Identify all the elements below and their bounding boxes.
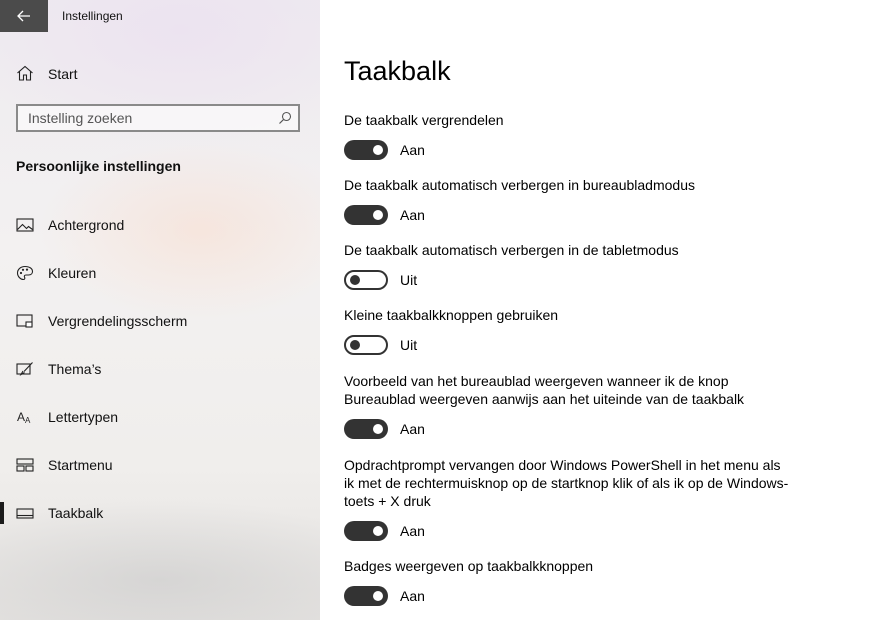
sidebar-item-startmenu[interactable] [0,445,320,485]
toggle-state-label: Aan [400,421,425,437]
toggle-state-label: Uit [400,337,418,353]
sidebar-item-achtergrond[interactable] [0,205,320,245]
setting-label: De taakbalk automatisch verbergen in bureaubladmodus [344,177,695,193]
sidebar-item-label: Start [48,66,78,82]
toggle-knob [373,210,383,220]
search-icon[interactable] [278,111,292,125]
toggle-state-label: Aan [400,523,425,539]
setting-taakbalk-vergrendelen [344,111,794,160]
sidebar-item-start[interactable] [0,58,320,88]
sidebar-item-label: Vergrendelingsscherm [48,313,188,329]
home-icon [16,65,34,81]
toggle-knob [373,526,383,536]
toggle-switch[interactable] [344,586,388,606]
setting-label: De taakbalk automatisch verbergen in de tabletmodus [344,242,679,258]
sidebar-item-label: Taakbalk [48,505,104,521]
setting-kleine-knoppen [344,306,794,355]
toggle-switch[interactable] [344,140,388,160]
start-menu-icon [16,457,34,473]
section-heading: Persoonlijke instellingen [16,158,181,174]
palette-icon [16,265,34,281]
toggle-state-label: Aan [400,207,425,223]
picture-icon [16,217,34,233]
sidebar-item-vergrendelingsscherm[interactable] [0,301,320,341]
sidebar-item-label: Lettertypen [48,409,119,425]
toggle-switch[interactable] [344,335,388,355]
toggle-switch[interactable] [344,419,388,439]
sidebar-item-kleuren[interactable] [0,253,320,293]
sidebar-item-lettertypen[interactable] [0,397,320,437]
setting-label: De taakbalk vergrendelen [344,112,504,128]
page-title: Taakbalk [344,56,451,86]
setting-label: Badges weergeven op taakbalkknoppen [344,558,594,574]
setting-verbergen-tabletmodus [344,241,794,290]
toggle-knob [373,145,383,155]
setting-badges-weergeven [344,557,794,606]
search-box[interactable] [16,104,300,132]
font-icon [16,409,34,425]
sidebar-item-label: Thema’s [48,361,102,377]
lock-screen-icon [16,313,34,329]
sidebar-item-taakbalk[interactable] [0,493,320,533]
toggle-state-label: Aan [400,142,425,158]
sidebar [0,0,320,620]
toggle-switch[interactable] [344,270,388,290]
taskbar-icon [16,505,34,521]
svg-text:A: A [17,410,26,424]
back-button[interactable] [0,0,48,32]
toggle-switch[interactable] [344,205,388,225]
setting-bureaublad-voorbeeld [344,372,794,439]
setting-powershell-vervangen [344,456,794,541]
sidebar-item-label: Kleuren [48,265,97,281]
toggle-knob [350,275,360,285]
toggle-state-label: Uit [400,272,418,288]
search-input[interactable] [18,106,278,130]
sidebar-item-label: Startmenu [48,457,113,473]
theme-brush-icon [16,361,34,377]
sidebar-item-themas[interactable] [0,349,320,389]
toggle-knob [373,591,383,601]
setting-label: Voorbeeld van het bureaublad weergeven wanneer ik de knop Bureaublad weergeven aanwijs aan het uiteinde van de taakbalk [344,373,745,407]
toggle-knob [373,424,383,434]
back-arrow-icon [17,10,31,22]
setting-label: Opdrachtprompt vervangen door Windows PowerShell in het menu als ik met de rechtermuisknop op de startknop klik of als ik op de Windows-toets + X druk [344,457,789,509]
setting-verbergen-bureaubladmodus [344,176,794,225]
svg-text:A: A [25,416,31,425]
toggle-state-label: Aan [400,588,425,604]
toggle-switch[interactable] [344,521,388,541]
main-content [320,0,881,620]
app-title: Instellingen [62,9,123,23]
toggle-knob [350,340,360,350]
setting-label: Kleine taakbalkknoppen gebruiken [344,307,559,323]
sidebar-item-label: Achtergrond [48,217,125,233]
